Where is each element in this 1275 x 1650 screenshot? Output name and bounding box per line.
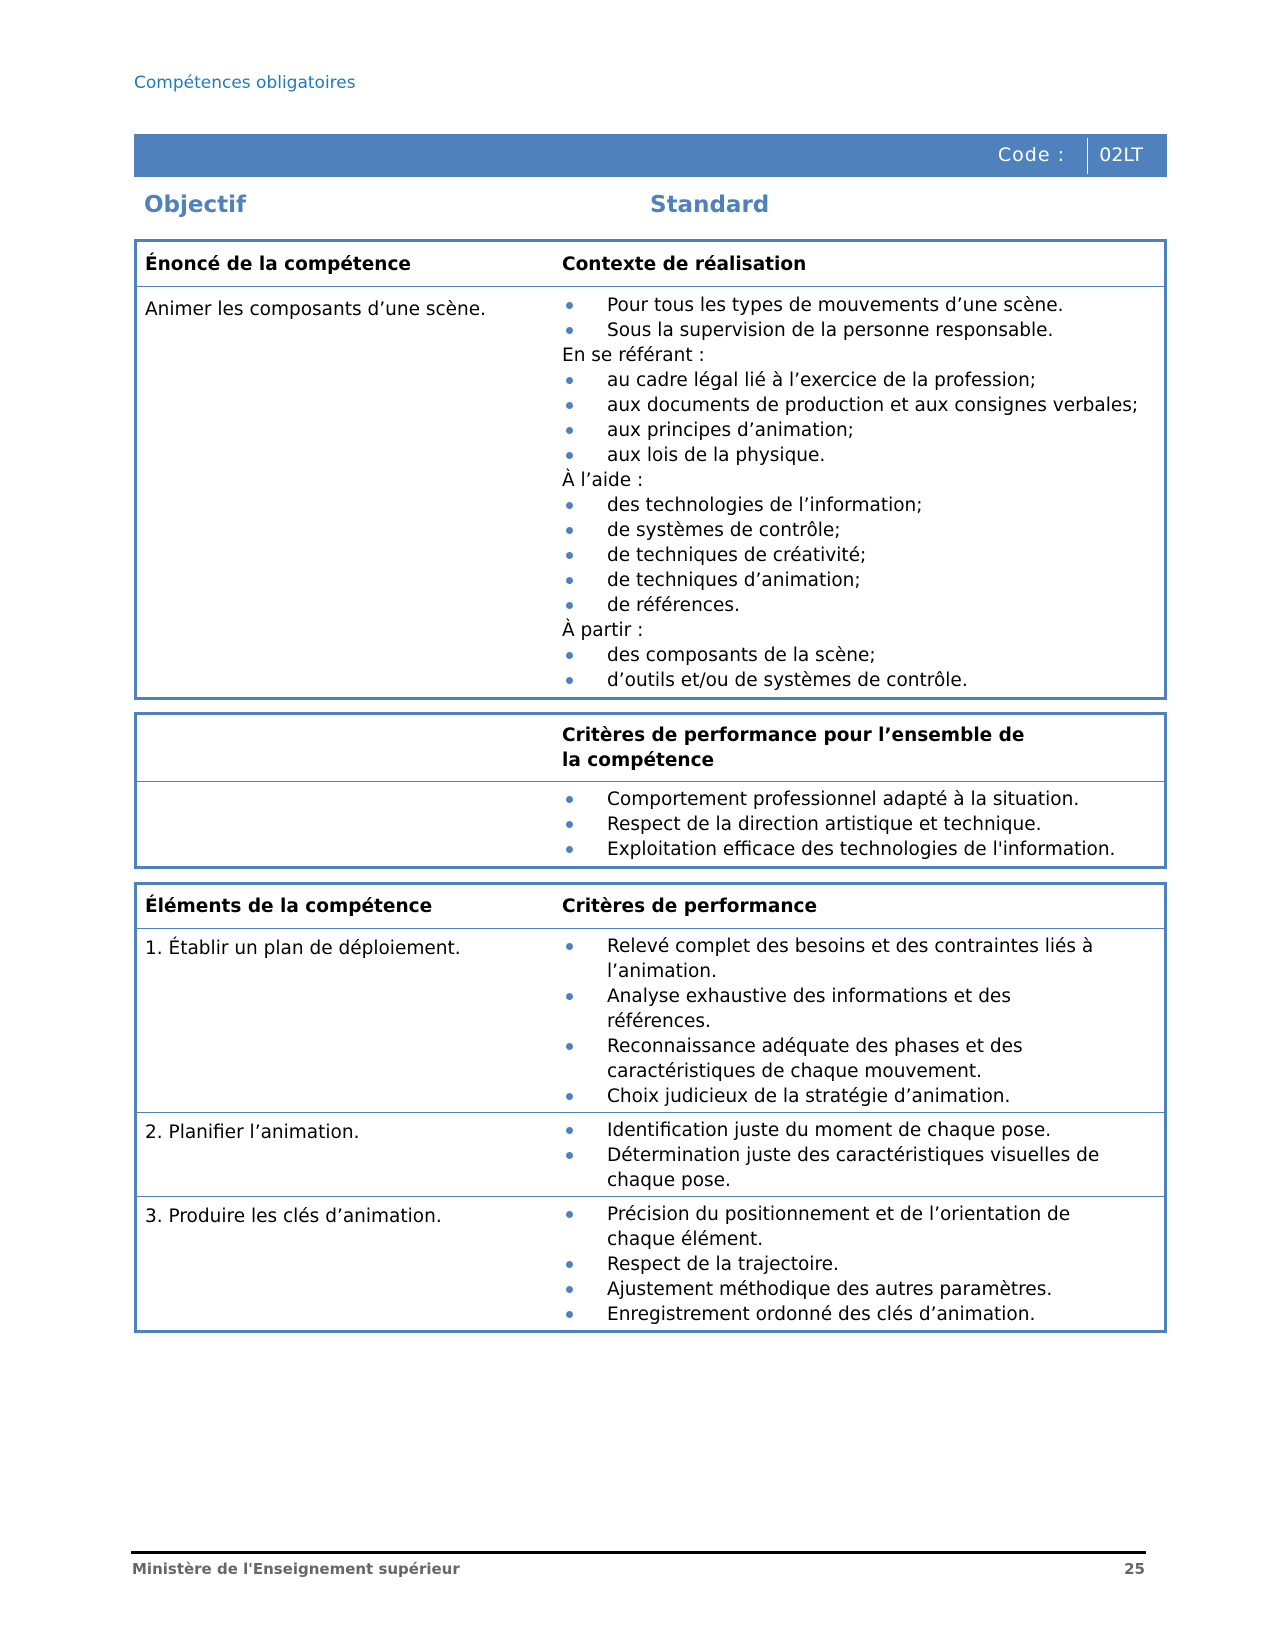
column-header-context: Contexte de réalisation <box>562 253 807 275</box>
context-sublabel: En se référant : <box>562 345 705 366</box>
bullet-icon <box>566 527 573 534</box>
list-item: aux principes d’animation; <box>562 418 1156 443</box>
bullet-icon <box>566 1127 573 1134</box>
section-title-standard: Standard <box>650 192 770 218</box>
bullet-icon <box>566 452 573 459</box>
context-aid-list <box>562 493 1156 618</box>
context-cell <box>562 293 1164 693</box>
bullet-icon <box>566 602 573 609</box>
footer-publisher: Ministère de l'Enseignement supérieur <box>132 1560 460 1578</box>
code-divider <box>1087 138 1088 174</box>
list-item: Comportement professionnel adapté à la situation. <box>562 787 1156 812</box>
criteria-cell <box>562 1202 1164 1327</box>
bullet-icon <box>566 1286 573 1293</box>
context-ref-list <box>562 368 1156 468</box>
overall-criteria-cell <box>562 787 1164 862</box>
list-item: Reconnaissance adéquate des phases et des caractéristiques de chaque mouvement. <box>562 1034 1114 1084</box>
criteria-list <box>562 1202 1114 1327</box>
bullet-icon <box>566 552 573 559</box>
footer-divider <box>131 1551 1146 1554</box>
criteria-list <box>562 1118 1114 1193</box>
table-header-row <box>137 715 1164 781</box>
column-header-criteria: Critères de performance <box>562 896 818 917</box>
bullet-icon <box>566 821 573 828</box>
list-item: Respect de la direction artistique et technique. <box>562 812 1156 837</box>
bullet-icon <box>566 327 573 334</box>
empty-cell <box>137 787 562 862</box>
list-item: de techniques d’animation; <box>562 568 1156 593</box>
list-item: d’outils et/ou de systèmes de contrôle. <box>562 668 1156 693</box>
list-item: des technologies de l’information; <box>562 493 1156 518</box>
bullet-icon <box>566 1211 573 1218</box>
bullet-icon <box>566 502 573 509</box>
list-item: Précision du positionnement et de l’orientation de chaque élément. <box>562 1202 1114 1252</box>
list-item: aux lois de la physique. <box>562 443 1156 468</box>
table-row <box>137 286 1164 697</box>
criteria-cell <box>562 1118 1164 1193</box>
list-item: Identification juste du moment de chaque pose. <box>562 1118 1114 1143</box>
code-value: 02LT <box>1099 144 1143 166</box>
element-label: 3. Produire les clés d’animation. <box>145 1206 442 1227</box>
bullet-icon <box>566 302 573 309</box>
list-item: Détermination juste des caractéristiques visuelles de chaque pose. <box>562 1143 1114 1193</box>
bullet-icon <box>566 1261 573 1268</box>
column-header-elements: Éléments de la compétence <box>145 896 433 917</box>
bullet-icon <box>566 402 573 409</box>
context-intro-list <box>562 293 1156 343</box>
elements-criteria-table <box>134 882 1167 1333</box>
bullet-icon <box>566 993 573 1000</box>
code-band <box>134 134 1167 177</box>
bullet-icon <box>566 427 573 434</box>
bullet-icon <box>566 677 573 684</box>
list-item: Choix judicieux de la stratégie d’animation. <box>562 1084 1114 1109</box>
list-item: Sous la supervision de la personne responsable. <box>562 318 1156 343</box>
context-sublabel: À l’aide : <box>562 470 644 491</box>
bullet-icon <box>566 1311 573 1318</box>
overall-criteria-list <box>562 787 1156 862</box>
list-item: Pour tous les types de mouvements d’une scène. <box>562 293 1156 318</box>
list-item: Respect de la trajectoire. <box>562 1252 1114 1277</box>
table-header-row <box>137 885 1164 928</box>
bullet-icon <box>566 1093 573 1100</box>
bullet-icon <box>566 1152 573 1159</box>
section-title-objectif: Objectif <box>144 192 247 218</box>
column-header-overall-criteria: Critères de performance pour l’ensemble de la compétence <box>562 725 1025 771</box>
code-label: Code : <box>997 144 1065 166</box>
list-item: Exploitation efficace des technologies de l'information. <box>562 837 1156 862</box>
list-item: Analyse exhaustive des informations et des références. <box>562 984 1114 1034</box>
list-item: Enregistrement ordonné des clés d’animation. <box>562 1302 1114 1327</box>
list-item: aux documents de production et aux consignes verbales; <box>562 393 1156 418</box>
table-row <box>137 1196 1164 1330</box>
element-label: 2. Planifier l’animation. <box>145 1122 360 1143</box>
competence-statement-table <box>134 239 1167 700</box>
table-row <box>137 928 1164 1112</box>
criteria-cell <box>562 934 1164 1109</box>
competence-statement: Animer les composants d’une scène. <box>145 299 487 320</box>
table-row <box>137 1112 1164 1196</box>
page-number: 25 <box>1124 1560 1145 1578</box>
context-from-list <box>562 643 1156 693</box>
bullet-icon <box>566 652 573 659</box>
bullet-icon <box>566 577 573 584</box>
bullet-icon <box>566 846 573 853</box>
list-item: de systèmes de contrôle; <box>562 518 1156 543</box>
table-row <box>137 781 1164 866</box>
bullet-icon <box>566 1043 573 1050</box>
table-header-row <box>137 242 1164 286</box>
list-item: des composants de la scène; <box>562 643 1156 668</box>
context-sublabel: À partir : <box>562 620 644 641</box>
bullet-icon <box>566 377 573 384</box>
bullet-icon <box>566 796 573 803</box>
bullet-icon <box>566 943 573 950</box>
overall-criteria-table <box>134 712 1167 869</box>
list-item: Relevé complet des besoins et des contraintes liés à l’animation. <box>562 934 1114 984</box>
list-item: de références. <box>562 593 1156 618</box>
list-item: Ajustement méthodique des autres paramètres. <box>562 1277 1114 1302</box>
list-item: de techniques de créativité; <box>562 543 1156 568</box>
criteria-list <box>562 934 1114 1109</box>
column-header-statement: Énoncé de la compétence <box>145 253 411 275</box>
list-item: au cadre légal lié à l’exercice de la profession; <box>562 368 1156 393</box>
element-label: 1. Établir un plan de déploiement. <box>145 938 461 959</box>
running-title: Compétences obligatoires <box>134 73 356 93</box>
